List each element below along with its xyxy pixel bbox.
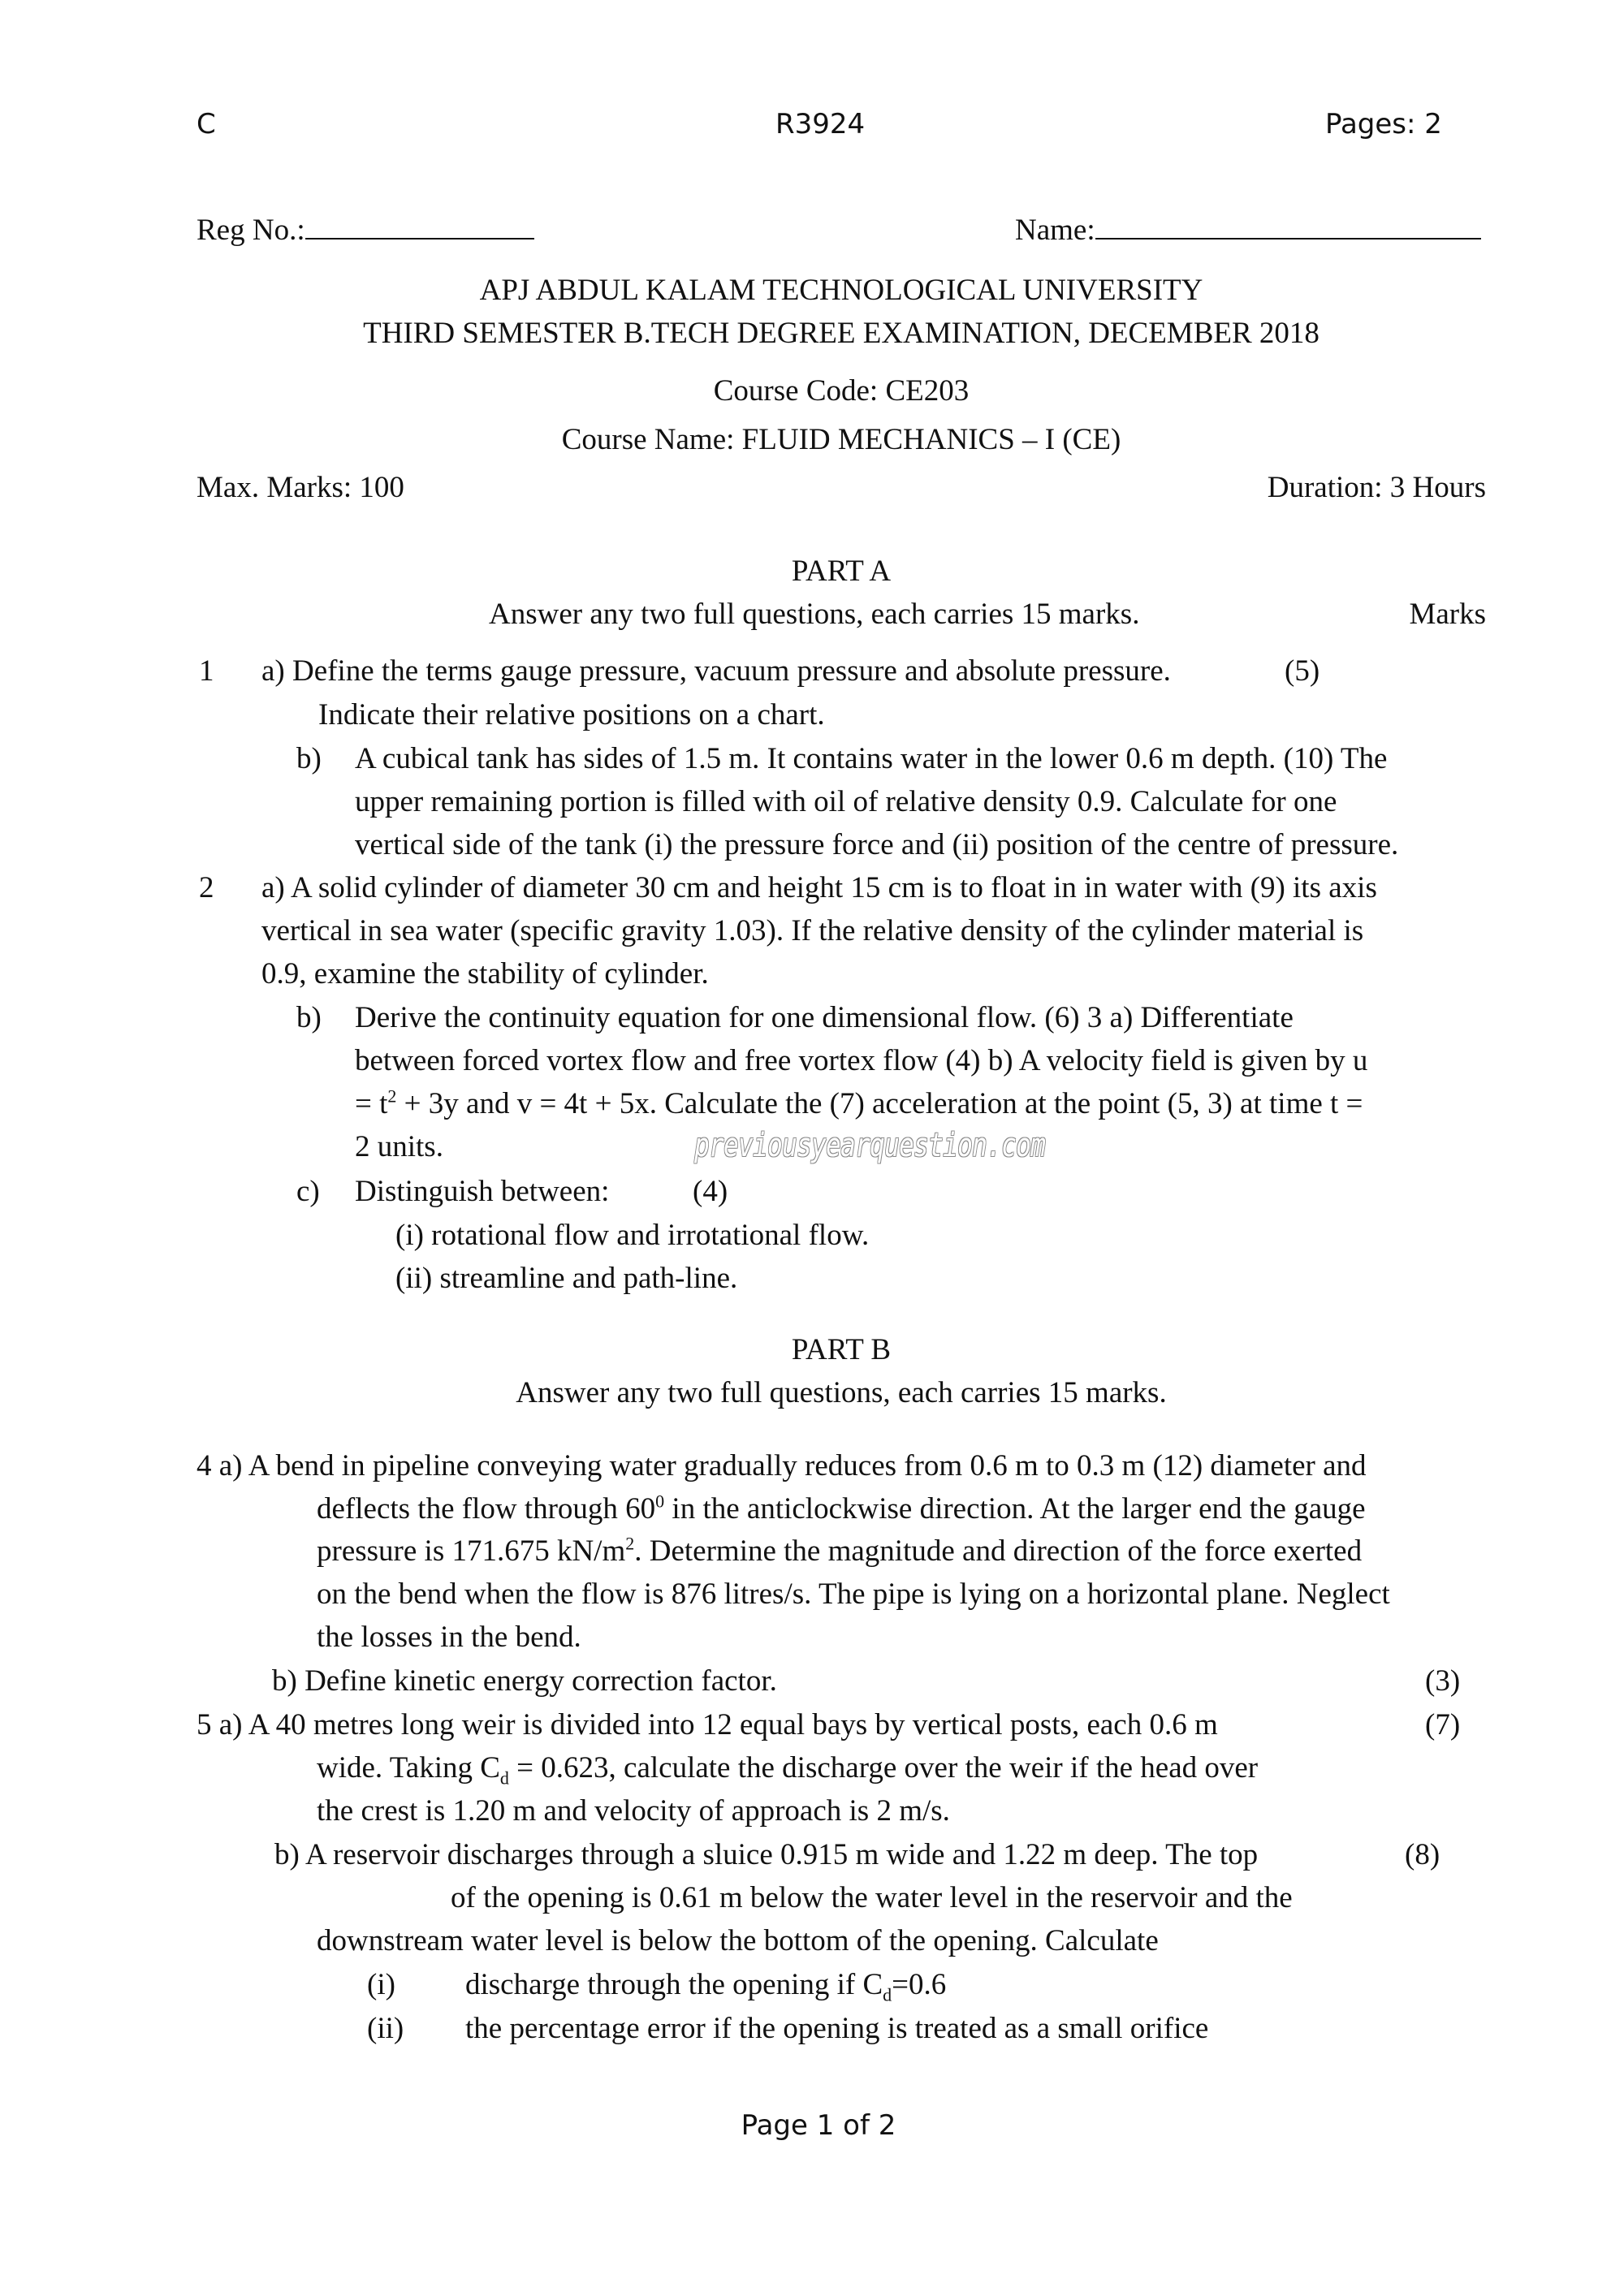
q1b-line3: vertical side of the tank (i) the pressure force and (ii) position of the centre of pressure. (355, 828, 1399, 861)
q5b-item-ii: the percentage error if the opening is treated as a small orifice (465, 2012, 1209, 2045)
header-series: C (197, 108, 216, 140)
q1b-label: b) (296, 742, 322, 775)
part-b-instruction: Answer any two full questions, each carries 15 marks. (516, 1376, 1167, 1409)
q5b-item-i (465, 1963, 946, 2006)
watermark-logo: previousyearquestion.com (694, 1127, 1046, 1164)
q4a-line2-a: deflects the flow through 60 (317, 1492, 656, 1526)
q2b-line3-a: = t (355, 1087, 388, 1120)
superscript: 2 (387, 1085, 397, 1107)
course-code: Course Code: CE203 (713, 374, 970, 408)
q2c-text: Distinguish between: (355, 1175, 610, 1208)
reg-no-blank (305, 214, 534, 240)
q2b-line3-b: + 3y and v = 4t + 5x. Calculate the (7) acceleration at the point (5, 3) at time t = (396, 1087, 1363, 1120)
q2a-line2: vertical in sea water (specific gravity 1.03). If the relative density of the cylinder material is (261, 914, 1364, 947)
q2b-line1: Derive the continuity equation for one dimensional flow. (6) 3 a) Differentiate (355, 1001, 1294, 1034)
q4a-line3-a: pressure is 171.675 kN/m (317, 1534, 626, 1568)
q4a-line2 (317, 1487, 1366, 1530)
name-label: Name: (1015, 214, 1095, 247)
q2a-line1: a) A solid cylinder of diameter 30 cm and height 15 cm is to float in in water with (9) its axis (261, 871, 1377, 904)
max-marks: Max. Marks: 100 (197, 471, 404, 504)
subscript: d (883, 1984, 892, 2005)
question-number: 1 (199, 654, 214, 688)
reg-no-field (197, 209, 534, 252)
q5a-line3: the crest is 1.20 m and velocity of approach is 2 m/s. (317, 1794, 950, 1828)
q5a-line1: 5 a) A 40 metres long weir is divided into 12 equal bays by vertical posts, each 0.6 m (197, 1708, 1218, 1741)
university-title: APJ ABDUL KALAM TECHNOLOGICAL UNIVERSITY (479, 274, 1203, 307)
q1b-line1: A cubical tank has sides of 1.5 m. It contains water in the lower 0.6 m depth. (10) The (355, 742, 1388, 775)
q1a-line1: a) Define the terms gauge pressure, vacuum pressure and absolute pressure. (261, 654, 1171, 688)
q2b-line3 (355, 1082, 1363, 1125)
q2c-item-ii: (ii) streamline and path-line. (395, 1262, 738, 1295)
header-pages: Pages: 2 (1325, 108, 1442, 140)
q5a-marks: (7) (1425, 1708, 1461, 1741)
q1b-line2: upper remaining portion is filled with oil of relative density 0.9. Calculate for one (355, 785, 1337, 818)
q5b-item-i-label: (i) (367, 1968, 395, 2001)
q5b-item-ii-label: (ii) (367, 2012, 404, 2045)
exam-title: THIRD SEMESTER B.TECH DEGREE EXAMINATION, DECEMBER 2018 (363, 317, 1320, 350)
q1a-line2: Indicate their relative positions on a chart. (318, 698, 825, 732)
duration: Duration: 3 Hours (1267, 471, 1486, 504)
marks-column-label: Marks (1409, 598, 1486, 631)
q4a-line1: 4 a) A bend in pipeline conveying water gradually reduces from 0.6 m to 0.3 m (12) diameter and (197, 1449, 1367, 1482)
q5b-line2: of the opening is 0.61 m below the water level in the reservoir and the (451, 1881, 1293, 1914)
superscript: 2 (625, 1533, 635, 1554)
part-a-instruction: Answer any two full questions, each carries 15 marks. (489, 598, 1140, 631)
subscript: d (499, 1767, 509, 1789)
name-blank (1095, 214, 1481, 240)
q5b-line1: b) A reservoir discharges through a sluice 0.915 m wide and 1.22 m deep. The top (274, 1838, 1259, 1871)
q2c-label: c) (296, 1175, 320, 1208)
q5a-line2 (317, 1746, 1258, 1789)
course-name: Course Name: FLUID MECHANICS – I (CE) (561, 423, 1121, 456)
q5a-line2-a: wide. Taking C (317, 1751, 500, 1785)
part-b-heading: PART B (791, 1333, 892, 1366)
question-number: 2 (199, 871, 214, 904)
q2c-item-i: (i) rotational flow and irrotational flow. (395, 1219, 870, 1252)
q2c-marks: (4) (693, 1175, 728, 1208)
name-field (1015, 209, 1481, 252)
q4b-marks: (3) (1425, 1664, 1461, 1698)
q4a-line3 (317, 1530, 1362, 1573)
q5a-line2-b: = 0.623, calculate the discharge over the weir if the head over (508, 1751, 1259, 1785)
q4a-line2-b: in the anticlockwise direction. At the larger end the gauge (664, 1492, 1366, 1526)
header-code: R3924 (775, 108, 866, 140)
superscript: 0 (655, 1491, 665, 1512)
q1a-marks: (5) (1285, 654, 1320, 688)
page-footer: Page 1 of 2 (741, 2109, 896, 2142)
q2b-line4: 2 units. (355, 1130, 443, 1163)
q2b-label: b) (296, 1001, 322, 1034)
part-a-heading: PART A (791, 555, 892, 588)
q2b-line2: between forced vortex flow and free vortex flow (4) b) A velocity field is given by u (355, 1044, 1368, 1077)
q5b-line3: downstream water level is below the bottom of the opening. Calculate (317, 1924, 1159, 1957)
q4a-line3-b: . Determine the magnitude and direction of the force exerted (634, 1534, 1363, 1568)
q4a-line5: the losses in the bend. (317, 1621, 581, 1654)
q4a-line4: on the bend when the flow is 876 litres/s. The pipe is lying on a horizontal plane. Neglect (317, 1577, 1390, 1611)
q5b-item-i-b: =0.6 (892, 1968, 947, 2001)
q5b-marks: (8) (1405, 1838, 1440, 1871)
q4b-text: b) Define kinetic energy correction factor. (272, 1664, 777, 1698)
q2a-line3: 0.9, examine the stability of cylinder. (261, 957, 709, 990)
reg-no-label: Reg No.: (197, 214, 305, 247)
q5b-item-i-a: discharge through the opening if C (465, 1968, 883, 2001)
